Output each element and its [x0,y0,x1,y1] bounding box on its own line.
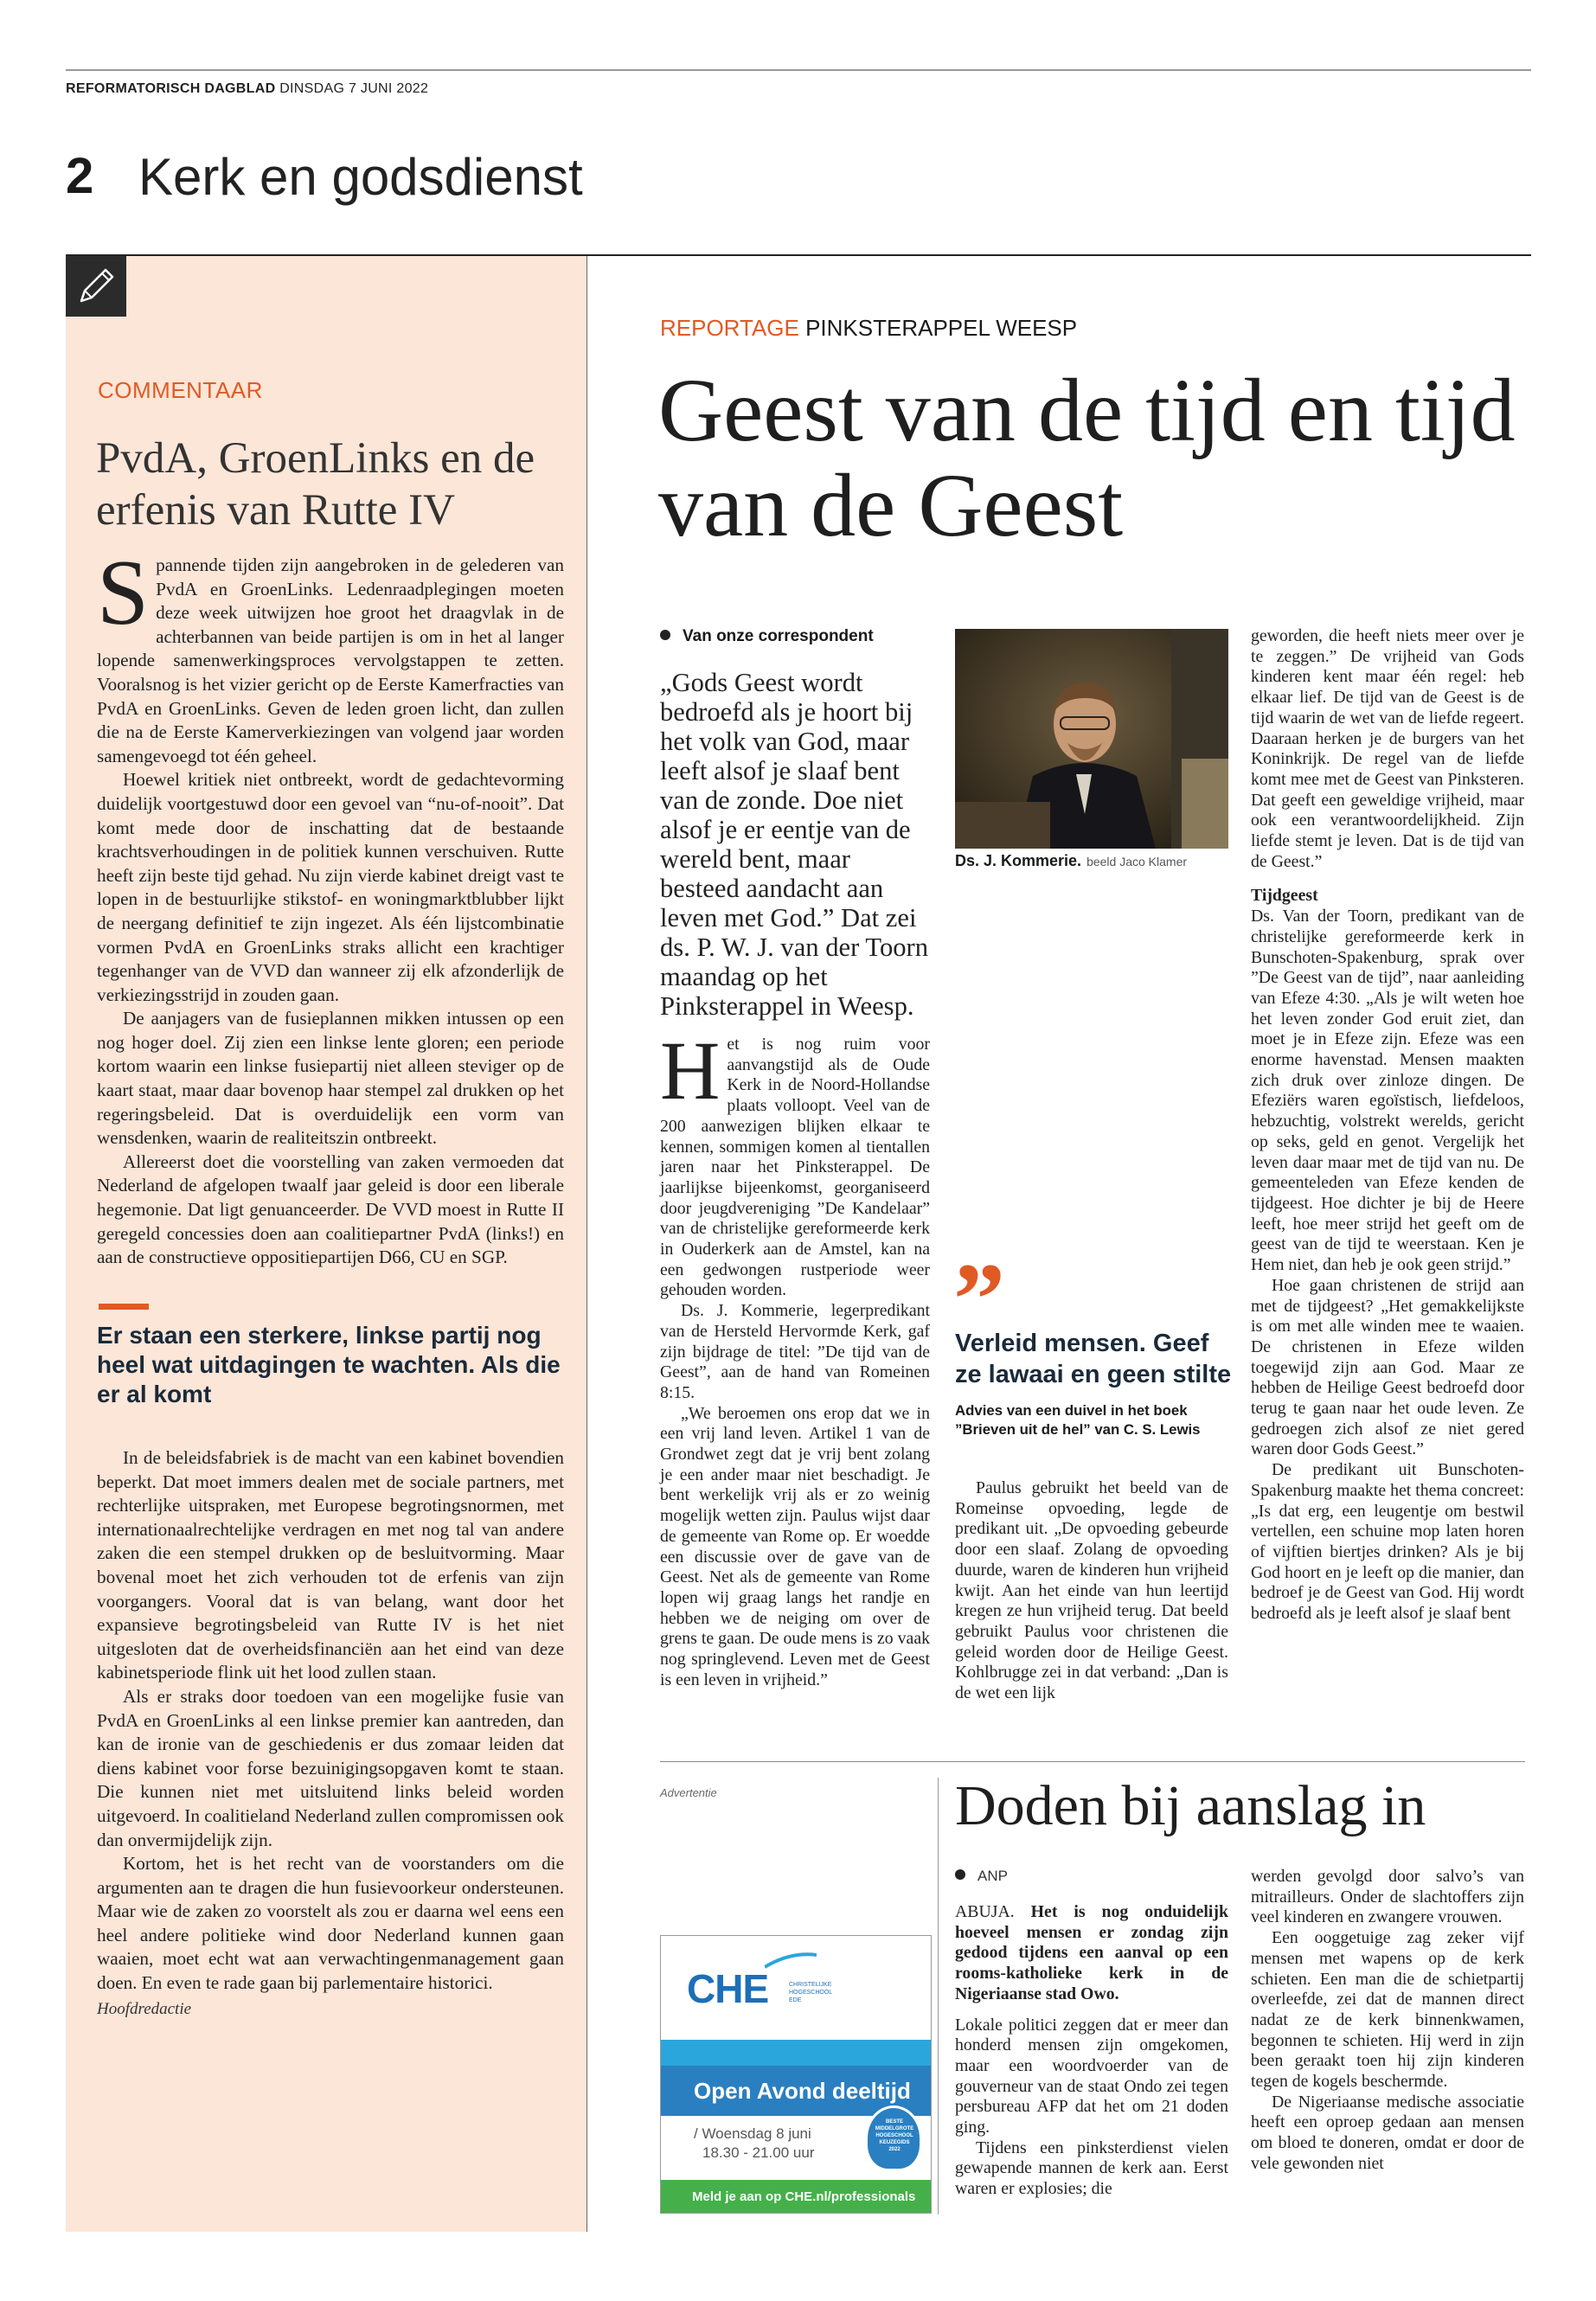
commentary-paragraph: Kortom, het is het recht van de voorstanders om die argumenten aan te dragen die hun fusievoorkeur ondersteunen. Maar wie de zaken zo voorstelt als zou er daarna wel eens een heel andere politieke wind door Nederland kunnen gaan waaien, moet echt wat aan verwachtingenmanagement gaan doen. En even te rade gaan bij parlementaire historici. [97,1853,564,1994]
commentary-paragraph: De aanjagers van de fusieplannen mikken intussen op een nog hoger doel. Zij zien een linkse lente gloren; een periode kortom waarin een linkse fusiepartij niet alleen steviger op de kaart staat, maar daar bovenop haar stempel zal drukken op het regeringsbeleid. Dat is overduidelijk een vorm van wensdenken, waarin de realiteitszin ontbreekt. [97,1008,564,1149]
ad-date: / Woensdag 8 juni [694,2125,811,2142]
ad-logo-swoosh-icon [765,1952,817,1969]
report-paragraph: Hoe gaan christenen de strijd aan met de tijdgeest? „Het gemakkelijkste is om met alle winden mee te waaien. De christenen in Efeze wilden toegewijd zijn aan God. Maar ze hebben de Heilige Geest bedroefd door terug te gaan naar het oude leven. Ze gedroegen zich alsof ze niet gered waren door Gods Geest.” [1251,1275,1524,1459]
commentary-author: Hoofdredactie [97,2000,192,2018]
advertisement-label: Advertentie [660,1786,717,1799]
dropcap: S [97,542,150,644]
story-divider [660,1761,1525,1762]
news-column-1 [955,1902,1228,2200]
news-headline: Doden bij aanslag in [955,1774,1426,1837]
report-headline: Geest van de tijd en tijd van de Geest [658,361,1516,555]
ad-badge-text: BESTE MIDDELGROTE HOGESCHOOL KEUZEGIDS 2022 [875,2119,914,2152]
report-column-3 [1251,626,1524,1625]
report-pullquote: Verleid mensen. Geef ze lawaai en geen stilte [955,1330,1232,1388]
report-column-2 [955,1478,1228,1704]
advertisement[interactable] [660,1935,932,2214]
bullet-icon [955,1869,965,1880]
report-column-1 [660,1024,930,1691]
news-column-2 [1251,1867,1524,2175]
ad-logo: CHE [687,1966,769,2011]
report-paragraph: Ds. Van der Toorn, predikant van de christelijke gereformeerde kerk in Bunschoten-Spakenburg, sprak over ”De Geest van de tijd”, naar aanleiding van Efeze 4:30. „Als je wilt weten hoe het leven zonder God eruit ziet, dan moet je in Efeze zijn. Efeze was een enorme havenstad. Mensen maakten zich druk over zinloze dingen. De Efeziërs waren egoïstisch, liefdeloos, hebzuchtig, volstrekt werelds, gericht op seks, geld en genot. Vergelijk het leven daar maar met de tijd van nu. De gemeenteleden van Efeze kenden de tijdgeest. Hoe dichter je bij de Heere leeft, hoe meer strijd het geeft om de geest van de tijd te weerstaan. Ken je Hem niet, dan heb je ook geen strijd.” [1251,907,1524,1275]
source-text: ANP [977,1868,1008,1884]
commentary-paragraph: Als er straks door toedoen van een mogelijke fusie van PvdA en GroenLinks al een linkse premier kan aantreden, dan kan de ironie van de geschiedenis er dus zomaar leiden dat diens kabinet voor forse bezuinigingsopgaven komt te staan. Die kunnen niet met uitsluitend links beleid worden uitgevoerd. In coalitieland Nederland zullen compromissen ook dan onvermijdelijk zijn. [97,1685,564,1850]
ad-badge-icon [865,2106,922,2171]
ad-datetime [694,2125,814,2163]
news-divider [938,1778,939,2214]
report-topic: PINKSTERAPPEL WEESP [805,315,1078,341]
commentary-title: PvdA, GroenLinks en de erfenis van Rutte IV [96,434,535,535]
photo-preacher [955,629,1228,849]
news-paragraph [955,1902,1228,2005]
page-number: 2 [66,148,94,204]
report-label [660,315,1077,342]
news-source [955,1868,1008,1885]
masthead [66,81,428,97]
caption-name: Ds. J. Kommerie. [955,852,1082,869]
report-kicker: REPORTAGE [660,315,799,341]
report-paragraph: „We beroemen ons erop dat we in een vrij land leven. Artikel 1 van de Grondwet zegt dat je vrij bent zolang je een ander maar niet beschadigt. Je bent werkelijk vrij als er zo weinig mogelijk wetten zijn. Paulus wijst daar de gemeente van Rome op. Er woedde een discussie over de gave van de Geest. Net als de gemeente van Rome lopen wij graag langs het randje en hebben we de neiging om over de grens te gaan. De oude mens is zo vaak nog springlevend. Leven met de Geest is een leven in vrijheid.” [660,1403,930,1689]
news-lead: Het is nog onduidelijk hoeveel mensen er zondag zijn gedood tijdens een aanval op een rooms-katholieke kerk in de Nigeriaanse stad Owo. [955,1902,1228,2003]
commentary-paragraph: Allereerst doet die voorstelling van zaken vermoeden dat Nederland de afgelopen twaalf jaar geleid is door een liberale hegemonie. Dat ligt genuanceerder. De VVD moest in Rutte II geregeld concessies doen aan coalitiepartner PvdA (links!) en aan de constructieve oppositiepartijen D66, CU en SGP. [97,1150,564,1268]
report-paragraph: De predikant uit Bunschoten-Spakenburg maakte het thema concreet: „Is dat erg, een leugentje om bestwil vertellen, een schuine mop laten horen of vijftien biertjes drinken? Als je bij God hoort en je leeft op die manier, dan bedroef je de Geest van God. Hij wordt bedroefd als je leeft alsof je slaaf bent [1251,1460,1525,1624]
photo-caption [955,852,1187,870]
accent-bar [99,1304,149,1310]
commentary-body-2 [97,1446,564,1996]
report-paragraph: Ds. J. Kommerie, legerpredikant van de Hersteld Hervormde Kerk, gaf zijn bijdrage de titel: ”De tijd van de Geest”, aan de hand van Romeinen 8:15. [660,1301,930,1402]
commentary-paragraph [97,542,564,768]
ad-event-title: Open Avond deeltijd [661,2066,931,2116]
ad-logo-subtitle: CHRISTELIJKE HOGESCHOOL EDE [789,1982,832,2003]
ad-cta-link[interactable]: Meld je aan op CHE.nl/professionals [661,2180,931,2214]
section-title: Kerk en godsdienst [138,148,583,206]
top-rule [66,69,1531,71]
photo-credit: beeld Jaco Klamer [1086,855,1188,868]
commentary-body-1 [97,542,564,1270]
news-paragraph: Lokale politici zeggen dat er meer dan honderd mensen zijn omgekomen, maar een woordvoerder van de gouverneur van de staat Ondo zei tegen persbureau AFP dat het om 21 doden ging. [955,2015,1228,2138]
report-intro: „Gods Geest wordt bedroefd als je hoort bij het volk van God, maar leeft alsof je slaaf bent van de zonde. Doe niet alsof je er eentje van de wereld bent, maar besteed aandacht aan leven met God.” Dat zei ds. P. W. J. van der Toorn maandag op het Pinksterappel in Weesp. [660,668,929,1021]
paper-name: REFORMATORISCH DAGBLAD [66,81,276,96]
pen-icon-box [66,256,126,317]
commentary-paragraph: In de beleidsfabriek is de macht van een kabinet bovendien beperkt. Dat moet immers dealen met de sociale partners, met rechterlijke uitspraken, met Europese begrotingsnormen, met internationaalrechtelijke verdragen en met nog tal van andere zaken die een stempel drukken op de besluitvorming. Maar bovenal moet het zich verhouden tot de erfenis van zijn voorgangers. Vooral dat is van belang, want door het expansieve begrotingsbeleid van Rutte IV is het niet uitgesloten dat de overheidsfinanciën aan het eind van deze kabinetsperiode flink uit het lood zullen staan. [97,1447,564,1683]
commentary-label: COMMENTAAR [98,377,263,403]
report-subhead: Tijdgeest [1251,886,1318,906]
byline-text: Van onze correspondent [683,627,874,645]
report-paragraph: geworden, die heeft niets meer over je te zeggen.” De vrijheid van Gods kinderen kent maar één regel: heb elkaar lief. De tijd van de Geest is de tijd waarin de wet van de liefde regeert. Daaraan herken je de burgers van het Koninkrijk. De regel van de liefde komt mee met de Geest van Pinksteren. Dat geeft een geweldige vrijheid, maar ook een verantwoordelijkheid. Zijn liefde stemt je leven. Dat is de tijd van de Geest.” [1251,626,1524,871]
column-divider [586,256,587,2232]
news-paragraph: Een ooggetuige zag zeker vijf mensen met wapens op de kerk schieten. Een man die de schietpartij overleefde, zei dat de mannen direct nadat ze de kerk binnenkwamen, begonnen te schieten. Hij werd in zijn been geraakt toen hij zijn kinderen tegen de kogels beschermde. [1251,1928,1524,2092]
dropcap: H [660,1024,721,1117]
news-paragraph: De Nigeriaanse medische associatie heeft een oproep gedaan aan mensen om bloed te doneren, omdat er door de vele gewonden niet [1251,2092,1524,2173]
paragraph-text: pannende tijden zijn aangebroken in de gelederen van PvdA en GroenLinks. Ledenraadplegingen moeten deze week uitwijzen hoe groot het draagvlak in de achterbannen van beide partijen is om in het al langer lopende samenwerkingsproces vervolgstappen te zetten. Vooralsnog is het vizier gericht op de Eerste Kamerfracties van PvdA en GroenLinks. Geven de leden groen licht, dan zullen die na de Eerste Kamerverkiezingen van volgend jaar worden samengevoegd tot één geheel. [97,554,564,766]
commentary-paragraph: Hoewel kritiek niet ontbreekt, wordt de gedachtevorming duidelijk voortgestuwd door een gevoel van “nu-of-nooit”. Dat komt mede door de inschatting dat de bestaande krachtsverhoudingen in de politiek kunnen verschuiven. Rutte heeft zijn beste tijd gehad. Nu zijn vierde kabinet dreigt vast te lopen in de bestuurlijke stikstof- en woningmarktblubber lijkt de neergang definitief te zijn ingezet. Als één lijstcombinatie vormen PvdA en GroenLinks straks allicht een krachtiger tegenhanger van de VVD dan wanneer zij elk afzonderlijk de verkiezingsstrijd in zouden gaan. [97,769,564,1005]
paragraph-text: et is nog ruim voor aanvangstijd als de Oude Kerk in de Noord-Hollandse plaats volloopt. Veel van de 200 aanwezigen blijken elkaar te kennen, sommigen komen al tientallen jaren naar het Pinksterappel. De jaarlijkse bijeenkomst, georganiseerd door jeugdvereniging ”De Kandelaar” van de christelijke gereformeerde kerk in Ouderkerk aan de Amstel, kan na een gedwongen rustperiode weer gehouden worden. [660,1035,930,1300]
pullquote-source: Advies van een duivel in het boek ”Brieven uit de hel” van C. S. Lewis [955,1402,1201,1438]
pen-icon [66,256,126,317]
dateline: ABUJA. [955,1902,1015,1921]
bullet-icon [660,630,670,640]
issue-date: DINSDAG 7 JUNI 2022 [279,81,429,96]
news-paragraph: werden gevolgd door salvo’s van mitrailleurs. Onder de slachtoffers zijn veel kinderen en zwangere vrouwen. [1251,1867,1524,1927]
ad-time: 18.30 - 21.00 uur [702,2144,815,2161]
report-paragraph [660,1024,930,1301]
report-paragraph: Paulus gebruikt het beeld van de Romeinse opvoeding, legde de predikant uit. „De opvoeding gebeurde door een slaaf. Zolang de opvoeding duurde, waren de kinderen hun vrijheid kwijt. Aan het einde van hun leertijd kregen ze hun vrijheid terug. Dat beeld gebruikt Paulus voor christenen die geleid worden door de Heilige Geest. Kohlbrugge zei in dat verband: „Dan is de wet een lijk [955,1478,1228,1703]
news-paragraph: Tijdens een pinksterdienst vielen gewapende mannen de kerk aan. Eerst waren er explosies; die [955,2138,1228,2199]
report-byline [660,627,874,646]
commentary-pullquote: Er staan een sterkere, linkse partij nog heel wat uitdagingen te wachten. Als die er al komt [97,1322,561,1407]
photo-image [955,629,1228,849]
quote-mark-icon: ” [953,1241,1005,1356]
